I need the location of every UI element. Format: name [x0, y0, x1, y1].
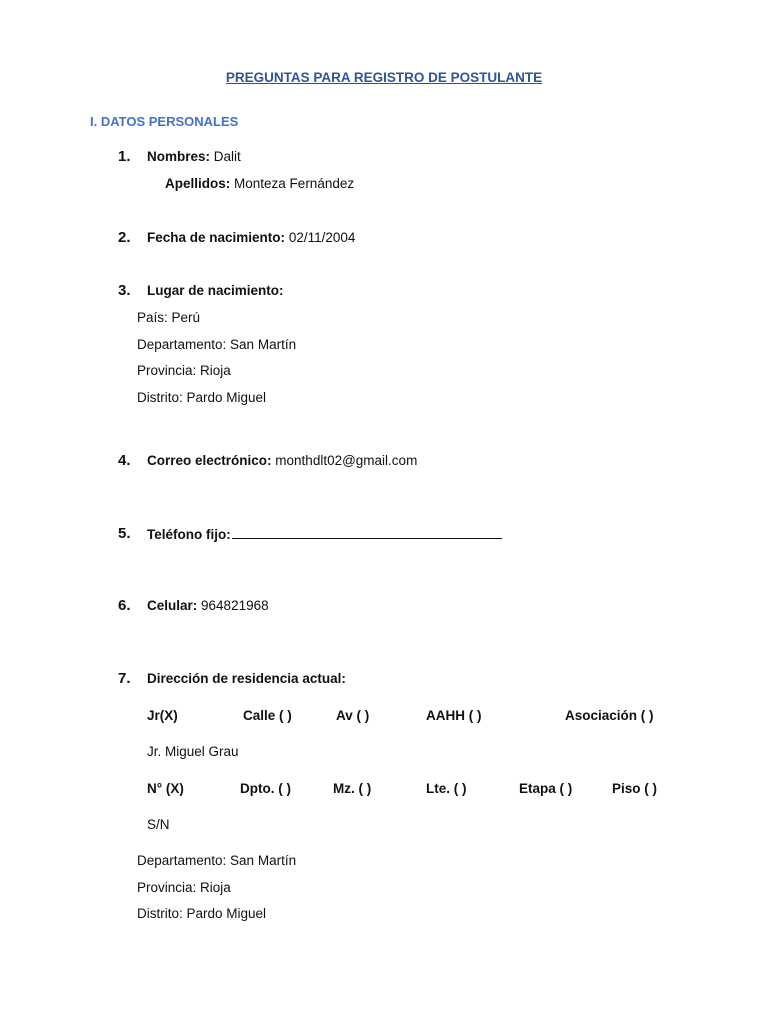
- address-type-asociacion: Asociación ( ): [565, 708, 654, 723]
- address-detail-mz: Mz. ( ): [333, 781, 372, 796]
- address-detail-number: N° (X): [147, 781, 184, 796]
- address-street: Jr. Miguel Grau: [147, 744, 239, 759]
- address-province: Provincia: Rioja: [137, 880, 231, 895]
- birthplace-province: Provincia: Rioja: [137, 363, 231, 378]
- names-label: Nombres:: [147, 149, 211, 164]
- document-title: PREGUNTAS PARA REGISTRO DE POSTULANTE: [225, 70, 543, 85]
- landline-row: [147, 526, 502, 542]
- birthdate-value: 02/11/2004: [288, 230, 356, 245]
- birthplace-country: País: Perú: [137, 310, 201, 325]
- address-detail-lte: Lte. ( ): [426, 781, 467, 796]
- birthplace-department: Departamento: San Martín: [137, 337, 297, 352]
- surnames-value: Monteza Fernández: [234, 176, 355, 191]
- address-type-jr: Jr(X): [147, 708, 178, 723]
- mobile-value: 964821968: [201, 598, 269, 613]
- question-number-1: 1.: [118, 148, 131, 165]
- question-number-3: 3.: [118, 282, 131, 299]
- birthplace-label: Lugar de nacimiento:: [147, 283, 284, 298]
- address-detail-etapa: Etapa ( ): [519, 781, 573, 796]
- birthplace-district: Distrito: Pardo Miguel: [137, 390, 267, 405]
- email-label: Correo electrónico:: [147, 453, 272, 468]
- address-type-calle: Calle ( ): [243, 708, 292, 723]
- landline-label: Teléfono fijo:: [147, 527, 231, 542]
- section-heading: I. DATOS PERSONALES: [90, 114, 239, 129]
- question-number-4: 4.: [118, 452, 131, 469]
- mobile-label: Celular:: [147, 598, 198, 613]
- question-number-5: 5.: [118, 525, 131, 542]
- address-label: Dirección de residencia actual:: [147, 671, 346, 686]
- address-number: S/N: [147, 817, 170, 832]
- landline-blank-line: [232, 526, 502, 539]
- address-type-aahh: AAHH ( ): [426, 708, 482, 723]
- address-district: Distrito: Pardo Miguel: [137, 906, 267, 921]
- question-number-7: 7.: [118, 670, 131, 687]
- surnames-row: [165, 176, 354, 191]
- address-detail-dpto: Dpto. ( ): [240, 781, 291, 796]
- birthdate-label: Fecha de nacimiento:: [147, 230, 286, 245]
- address-department: Departamento: San Martín: [137, 853, 297, 868]
- address-type-av: Av ( ): [336, 708, 370, 723]
- email-row: [147, 453, 417, 468]
- mobile-row: [147, 598, 269, 613]
- question-number-2: 2.: [118, 229, 131, 246]
- birthdate-row: [147, 230, 355, 245]
- question-number-6: 6.: [118, 597, 131, 614]
- address-detail-piso: Piso ( ): [612, 781, 658, 796]
- names-row: [147, 149, 241, 164]
- names-value: Dalit: [213, 149, 241, 164]
- email-value: monthdlt02@gmail.com: [275, 453, 418, 468]
- surnames-label: Apellidos:: [165, 176, 231, 191]
